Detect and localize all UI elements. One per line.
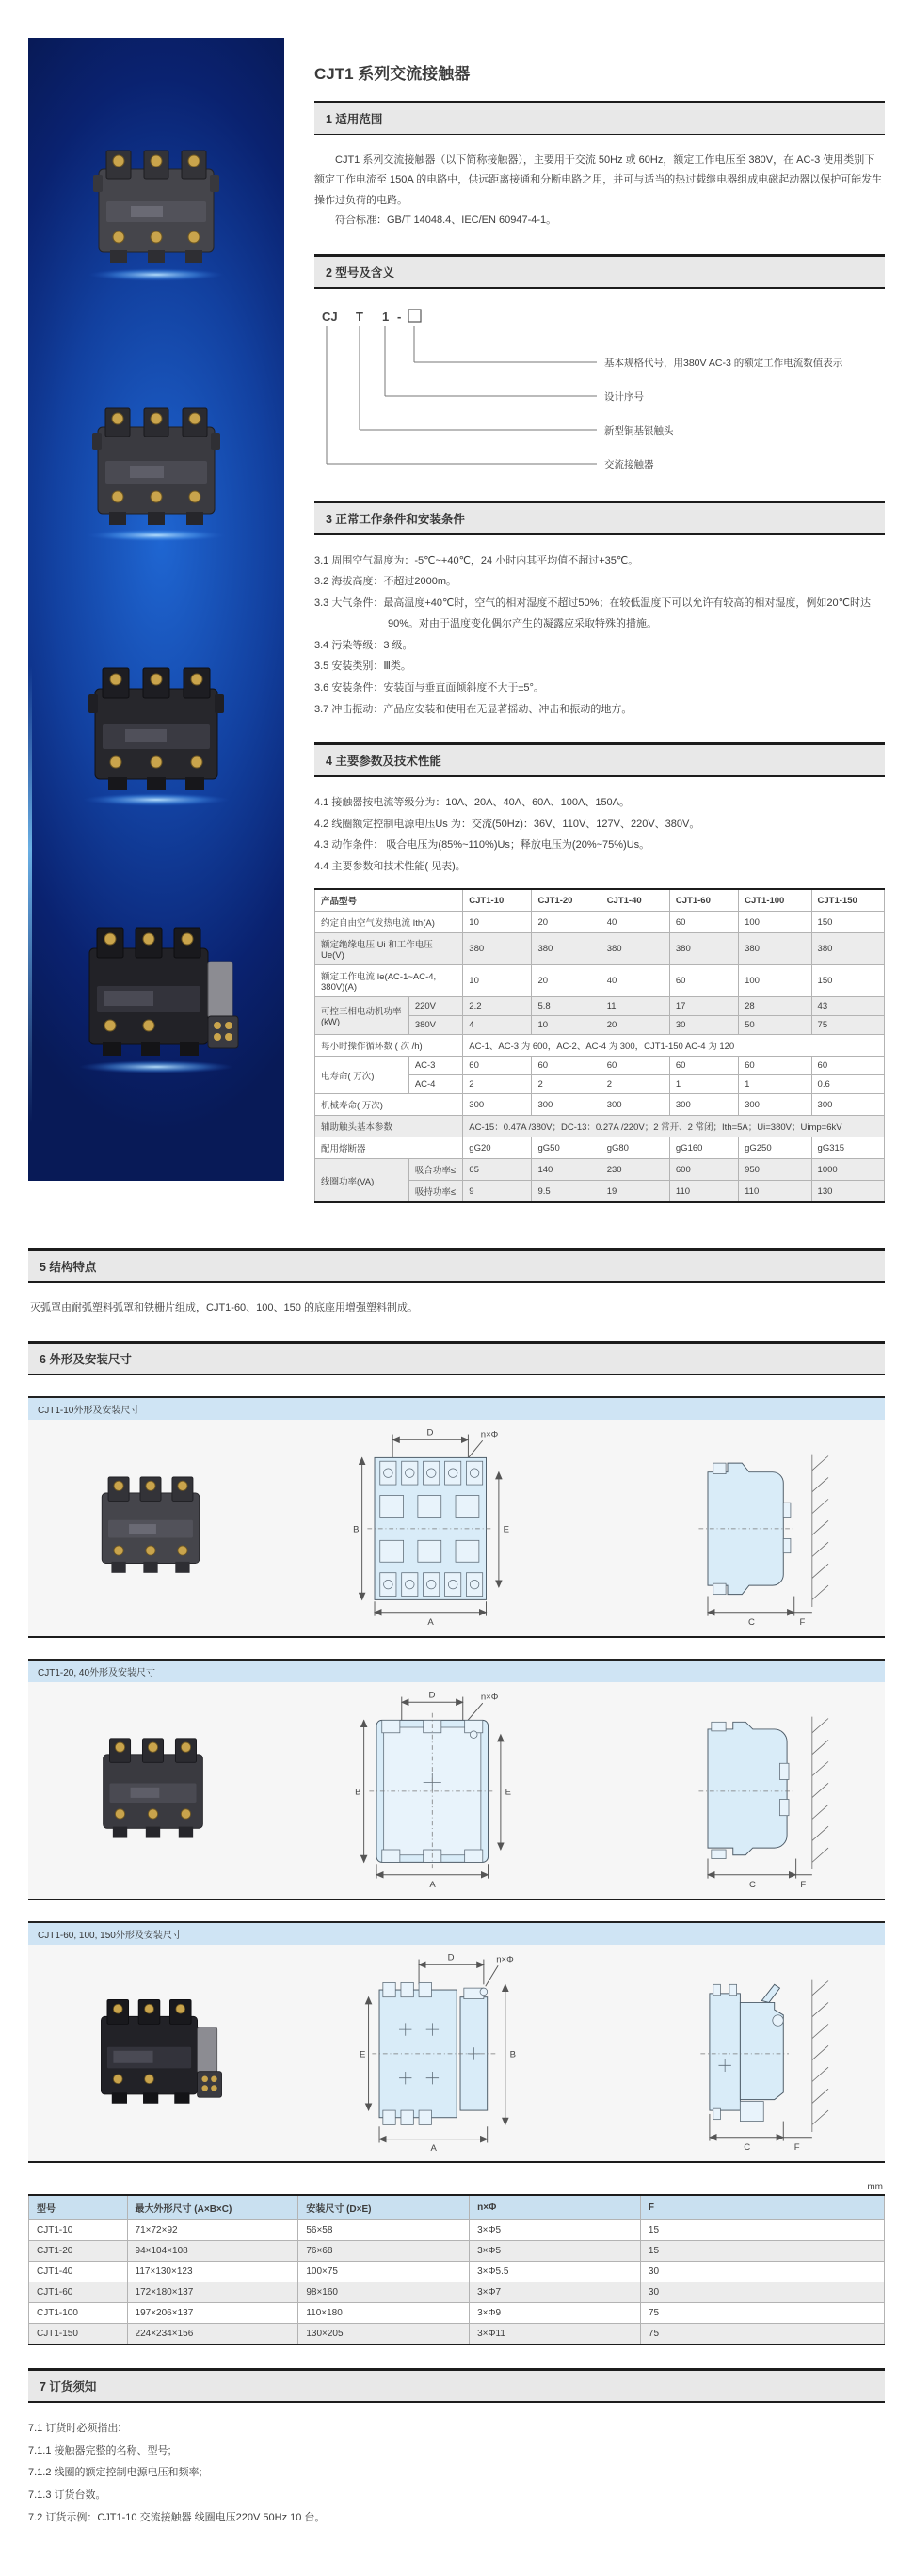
- spec-header-cell: CJT1-150: [811, 889, 884, 912]
- spec-sublabel: 380V: [408, 1016, 462, 1035]
- model-callout-design: 设计序号: [604, 390, 644, 403]
- dim-cell: CJT1-150: [29, 2324, 128, 2345]
- model-code-box: [408, 310, 421, 322]
- spec-sublabel: 220V: [408, 997, 462, 1016]
- spec-cell: 60: [463, 1057, 532, 1075]
- dim-header-row: [29, 2195, 885, 2220]
- dim-label-c: C: [748, 1617, 755, 1629]
- dim-label-nphi: n×Φ: [480, 1692, 499, 1703]
- spec-cell: 10: [532, 1016, 601, 1035]
- side-view-drawing: [649, 1425, 847, 1632]
- order-item: 7.2 订货示例：CJT1-10 交流接触器 线圈电压220V 50Hz 10 台。: [28, 2511, 326, 2523]
- spec-row: [315, 1137, 885, 1159]
- condition-item: 3.3 大气条件：最高温度+40℃时，空气的相对湿度不超过50%；在较低温度下可以允许有较高的相对湿度，例如20℃时达90%。对由于温度变化偶尔产生的凝露应采取特殊的措施。: [314, 596, 871, 630]
- spec-label: 电寿命( 万次): [315, 1057, 409, 1094]
- dim-cell: 15: [640, 2241, 884, 2262]
- spec-cell: 60: [669, 1057, 738, 1075]
- structure-feature-text: 灭弧罩由耐弧塑料弧罩和铁栅片组成，CJT1-60、100、150 的底座用增强塑料制成。: [30, 1302, 418, 1314]
- spec-cell: 17: [669, 997, 738, 1016]
- dim-label-a: A: [429, 2143, 437, 2154]
- section-header-7: 7 订货须知: [28, 2368, 885, 2403]
- drawing-product-photo: [80, 1721, 226, 1862]
- spec-label: 约定自由空气发热电流 Ith(A): [315, 912, 463, 933]
- dim-cell: 30: [640, 2282, 884, 2303]
- drawing-product-photo: [80, 1461, 221, 1598]
- order-item: 7.1.3 订货台数。: [28, 2489, 106, 2502]
- spec-row: [315, 1116, 885, 1137]
- spec-cell: 20: [532, 965, 601, 997]
- dimension-drawing-area: [28, 1420, 885, 1638]
- front-view-drawing: [325, 1688, 551, 1895]
- dim-cell: 100×75: [298, 2262, 470, 2282]
- spec-cell: 600: [669, 1159, 738, 1181]
- dim-label-c: C: [748, 1880, 756, 1891]
- spec-row: [315, 1159, 885, 1181]
- side-view-drawing: [649, 1688, 847, 1895]
- parameter-item: 4.3 动作条件： 吸合电压为(85%~110%)Us；释放电压为(20%~75%)Us。: [314, 839, 650, 851]
- spec-cell: 40: [601, 965, 669, 997]
- dim-cell: 3×Φ5: [470, 2241, 641, 2262]
- dim-header-cell: n×Φ: [470, 2195, 641, 2220]
- dim-label-d: D: [425, 1427, 433, 1439]
- dimension-drawing-area: [28, 1682, 885, 1900]
- spec-cell: 300: [601, 1094, 669, 1116]
- dimension-block-cjt1-60-100-150: [28, 1921, 885, 2163]
- spec-cell: 60: [601, 1057, 669, 1075]
- dim-label-b: B: [355, 1787, 361, 1798]
- spec-cell: 19: [601, 1181, 669, 1203]
- spec-header-cell: CJT1-60: [669, 889, 738, 912]
- spec-cell: 100: [739, 965, 811, 997]
- spec-cell: 1000: [811, 1159, 884, 1181]
- spec-sublabel: 吸持功率≤: [408, 1181, 462, 1203]
- page-title: CJT1 系列交流接触器: [314, 65, 471, 83]
- spec-label: 额定绝缘电压 Ui 和工作电压 Ue(V): [315, 933, 463, 965]
- spec-cell: 9.5: [532, 1181, 601, 1203]
- model-callout-type: 交流接触器: [604, 458, 654, 470]
- standards-line: 符合标准：GB/T 14048.4、IEC/EN 60947-4-1。: [335, 215, 557, 227]
- condition-item: 3.4 污染等级：3 级。: [314, 639, 413, 651]
- section-header-3: 3 正常工作条件和安装条件: [314, 501, 885, 535]
- spec-row: [315, 1094, 885, 1116]
- section-header-5: 5 结构特点: [28, 1248, 885, 1283]
- spec-cell: 380: [669, 933, 738, 965]
- spec-cell: 75: [811, 1016, 884, 1035]
- spec-cell: 230: [601, 1159, 669, 1181]
- spec-cell: 300: [463, 1094, 532, 1116]
- spec-cell: 950: [739, 1159, 811, 1181]
- dim-cell: 110×180: [298, 2303, 470, 2324]
- unit-label: mm: [867, 2182, 883, 2193]
- spec-cell: 50: [739, 1016, 811, 1035]
- spec-cell: 60: [669, 965, 738, 997]
- spec-cell: 380: [532, 933, 601, 965]
- spec-span-cell: AC-15：0.47A /380V；DC-13：0.27A /220V；2 常开、2 常闭；Ith=5A；Ui=380V；Uimp=6kV: [463, 1116, 885, 1137]
- dim-label-e: E: [503, 1524, 509, 1535]
- dim-row: [29, 2220, 885, 2241]
- spec-cell: 1: [669, 1075, 738, 1094]
- dim-row: [29, 2262, 885, 2282]
- spec-label: 辅助触头基本参数: [315, 1116, 463, 1137]
- spec-row: [315, 1057, 885, 1075]
- spec-row: [315, 933, 885, 965]
- dim-label-nphi: n×Φ: [495, 1954, 514, 1965]
- model-code-dash: -: [397, 309, 402, 324]
- model-code-t: T: [356, 309, 363, 324]
- spec-cell: 2.2: [463, 997, 532, 1016]
- spec-cell: gG20: [463, 1137, 532, 1159]
- spec-sublabel: 吸合功率≤: [408, 1159, 462, 1181]
- dim-cell: 56×58: [298, 2220, 470, 2241]
- scope-paragraph: CJT1 系列交流接触器（以下简称接触器），主要用于交流 50Hz 或 60Hz，额定工作电压至 380V，在 AC-3 使用类别下额定工作电流至 150A 的电路中，供远距离接通和分断电路之用，并可与适当的热过载继电器组成电磁起动器以保护可能发生操作过负荷的电路。: [314, 154, 883, 206]
- dim-header-cell: 型号: [29, 2195, 128, 2220]
- section-header-6: 6 外形及安装尺寸: [28, 1341, 885, 1375]
- dim-cell: CJT1-60: [29, 2282, 128, 2303]
- spec-cell: 2: [532, 1075, 601, 1094]
- dim-row: [29, 2303, 885, 2324]
- dim-cell: 75: [640, 2324, 884, 2345]
- spec-sublabel: AC-3: [408, 1057, 462, 1075]
- spec-cell: 150: [811, 912, 884, 933]
- spec-cell: 300: [739, 1094, 811, 1116]
- dimension-drawing-area: [28, 1945, 885, 2163]
- dim-cell: CJT1-20: [29, 2241, 128, 2262]
- dim-label-nphi: n×Φ: [480, 1429, 498, 1440]
- section-header-2: 2 型号及含义: [314, 254, 885, 289]
- model-code-cj: CJ: [322, 309, 338, 324]
- dim-label-b: B: [509, 2049, 516, 2060]
- dim-cell: CJT1-10: [29, 2220, 128, 2241]
- spec-header-cell: CJT1-100: [739, 889, 811, 912]
- dim-label-f: F: [800, 1880, 807, 1891]
- dim-cell: 3×Φ9: [470, 2303, 641, 2324]
- dim-cell: 224×234×156: [127, 2324, 298, 2345]
- dim-label-d: D: [428, 1690, 436, 1701]
- dim-cell: 3×Φ5: [470, 2220, 641, 2241]
- dim-cell: 15: [640, 2220, 884, 2241]
- spec-cell: 380: [739, 933, 811, 965]
- spec-cell: gG80: [601, 1137, 669, 1159]
- dim-header-cell: 安装尺寸 (D×E): [298, 2195, 470, 2220]
- top-area: [28, 38, 885, 1203]
- condition-item: 3.5 安装类别：Ⅲ类。: [314, 660, 411, 673]
- spec-cell: 40: [601, 912, 669, 933]
- dim-label-d: D: [447, 1952, 455, 1964]
- dim-cell: 98×160: [298, 2282, 470, 2303]
- spec-cell: 10: [463, 912, 532, 933]
- dim-label-e: E: [505, 1787, 512, 1798]
- spec-cell: 30: [669, 1016, 738, 1035]
- model-code-1: 1: [382, 309, 390, 324]
- model-callout-contact: 新型铜基银触头: [604, 424, 674, 437]
- model-callout-spec: 基本规格代号，用380V AC-3 的额定工作电流数值表示: [604, 357, 843, 369]
- spec-span-cell: AC-1、AC-3 为 600，AC-2、AC-4 为 300，CJT1-150 AC-4 为 120: [463, 1035, 885, 1057]
- spec-label: 可控三相电动机功率 (kW): [315, 997, 409, 1035]
- dim-cell: CJT1-40: [29, 2262, 128, 2282]
- dim-label-a: A: [426, 1617, 434, 1629]
- dim-cell: 130×205: [298, 2324, 470, 2345]
- spec-cell: 5.8: [532, 997, 601, 1016]
- spec-cell: 300: [669, 1094, 738, 1116]
- spec-label: 线圈功率(VA): [315, 1159, 409, 1203]
- dim-row: [29, 2324, 885, 2345]
- dimension-block-label: CJT1-10外形及安装尺寸: [28, 1396, 885, 1420]
- spec-header-cell: CJT1-40: [601, 889, 669, 912]
- condition-item: 3.2 海拔高度：不超过2000m。: [314, 576, 456, 588]
- spec-row: [315, 997, 885, 1016]
- spec-cell: gG250: [739, 1137, 811, 1159]
- dimension-block-label: CJT1-60, 100, 150外形及安装尺寸: [28, 1921, 885, 1945]
- product-photo-contactor-medium: [73, 388, 239, 552]
- dim-label-a: A: [429, 1880, 436, 1891]
- spec-cell: 60: [739, 1057, 811, 1075]
- spec-table: [314, 888, 885, 1203]
- spec-cell: 20: [601, 1016, 669, 1035]
- spec-row: [315, 912, 885, 933]
- spec-header-cell: CJT1-20: [532, 889, 601, 912]
- parameter-item: 4.2 线圈额定控制电源电压Us 为：交流(50Hz)：36V、110V、127V、220V、380V。: [314, 818, 700, 830]
- spec-header-cell: CJT1-10: [463, 889, 532, 912]
- dimension-block-cjt1-20-40: [28, 1659, 885, 1900]
- dim-header-cell: F: [640, 2195, 884, 2220]
- spec-label: 额定工作电流 Ie(AC-1~AC-4, 380V)(A): [315, 965, 463, 997]
- spec-label: 配用熔断器: [315, 1137, 463, 1159]
- dim-cell: 76×68: [298, 2241, 470, 2262]
- spec-cell: 2: [601, 1075, 669, 1094]
- dim-label-c: C: [744, 2142, 751, 2154]
- dim-cell: 197×206×137: [127, 2303, 298, 2324]
- product-photo-contactor-xlarge: [67, 905, 246, 1084]
- spec-cell: 300: [532, 1094, 601, 1116]
- spec-header-cell: 产品型号: [315, 889, 463, 912]
- lower-area: [28, 1248, 885, 2529]
- spec-cell: gG315: [811, 1137, 884, 1159]
- dim-row: [29, 2241, 885, 2262]
- spec-cell: 150: [811, 965, 884, 997]
- spec-cell: 100: [739, 912, 811, 933]
- dim-label-e: E: [359, 2049, 365, 2060]
- spec-cell: gG50: [532, 1137, 601, 1159]
- spec-header-row: [315, 889, 885, 912]
- spec-cell: gG160: [669, 1137, 738, 1159]
- dim-cell: 3×Φ5.5: [470, 2262, 641, 2282]
- product-photo-contactor-large: [71, 647, 242, 817]
- dimension-table: [28, 2194, 885, 2345]
- spec-cell: 300: [811, 1094, 884, 1116]
- spec-cell: 1: [739, 1075, 811, 1094]
- spec-cell: 380: [463, 933, 532, 965]
- spec-label: 每小时操作循环数 ( 次 /h): [315, 1035, 463, 1057]
- dim-cell: 75: [640, 2303, 884, 2324]
- front-view-drawing: [328, 1950, 553, 2157]
- spec-cell: 11: [601, 997, 669, 1016]
- dimension-block-label: CJT1-20, 40外形及安装尺寸: [28, 1659, 885, 1682]
- spec-cell: 28: [739, 997, 811, 1016]
- dim-row: [29, 2282, 885, 2303]
- spec-cell: 380: [811, 933, 884, 965]
- spec-cell: 110: [739, 1181, 811, 1203]
- dimension-block-cjt1-10: [28, 1396, 885, 1638]
- order-item: 7.1.2 线圈的额定控制电源电压和频率;: [28, 2467, 202, 2479]
- dim-cell: 94×104×108: [127, 2241, 298, 2262]
- parameter-item: 4.1 接触器按电流等级分为：10A、20A、40A、60A、100A、150A。: [314, 797, 631, 809]
- spec-cell: 20: [532, 912, 601, 933]
- side-view-drawing: [649, 1950, 847, 2157]
- spec-cell: 0.6: [811, 1075, 884, 1094]
- spec-cell: 10: [463, 965, 532, 997]
- spec-cell: 110: [669, 1181, 738, 1203]
- dim-cell: 117×130×123: [127, 2262, 298, 2282]
- dim-cell: CJT1-100: [29, 2303, 128, 2324]
- content-column: [314, 38, 885, 1203]
- dim-cell: 3×Φ7: [470, 2282, 641, 2303]
- order-item: 7.1.1 接触器完整的名称、型号;: [28, 2444, 171, 2457]
- spec-cell: 140: [532, 1159, 601, 1181]
- spec-cell: 60: [811, 1057, 884, 1075]
- condition-item: 3.6 安装条件：安装面与垂直面倾斜度不大于±5°。: [314, 682, 544, 694]
- product-photo-contactor-small: [76, 132, 236, 292]
- spec-cell: 4: [463, 1016, 532, 1035]
- dim-header-cell: 最大外形尺寸 (A×B×C): [127, 2195, 298, 2220]
- model-code-diagram: [314, 304, 885, 478]
- parameter-item: 4.4 主要参数和技术性能( 见表)。: [314, 860, 466, 872]
- spec-cell: 60: [532, 1057, 601, 1075]
- spec-cell: 43: [811, 997, 884, 1016]
- spec-cell: 380: [601, 933, 669, 965]
- product-photo-panel: [28, 38, 284, 1181]
- spec-cell: 60: [669, 912, 738, 933]
- spec-row: [315, 1035, 885, 1057]
- spec-cell: 130: [811, 1181, 884, 1203]
- spec-label: 机械寿命( 万次): [315, 1094, 463, 1116]
- dim-cell: 30: [640, 2262, 884, 2282]
- condition-item: 3.7 冲击振动：产品应安装和使用在无显著摇动、冲击和振动的地方。: [314, 703, 633, 715]
- spec-cell: 2: [463, 1075, 532, 1094]
- panel-edge-highlight: [28, 666, 32, 1123]
- dim-cell: 3×Φ11: [470, 2324, 641, 2345]
- condition-item: 3.1 周围空气温度为：-5℃~+40℃，24 小时内其平均值不超过+35℃。: [314, 554, 639, 566]
- spec-cell: 65: [463, 1159, 532, 1181]
- dim-label-b: B: [352, 1524, 359, 1535]
- spec-row: [315, 965, 885, 997]
- section-header-4: 4 主要参数及技术性能: [314, 742, 885, 777]
- dim-label-f: F: [799, 1617, 806, 1629]
- spec-sublabel: AC-4: [408, 1075, 462, 1094]
- order-item: 7.1 订货时必须指出:: [28, 2423, 121, 2435]
- dim-cell: 172×180×137: [127, 2282, 298, 2303]
- front-view-drawing: [323, 1425, 549, 1632]
- dim-label-f: F: [793, 2142, 800, 2154]
- section-header-1: 1 适用范围: [314, 101, 885, 135]
- drawing-product-photo: [80, 1981, 231, 2127]
- dim-cell: 71×72×92: [127, 2220, 298, 2241]
- spec-cell: 9: [463, 1181, 532, 1203]
